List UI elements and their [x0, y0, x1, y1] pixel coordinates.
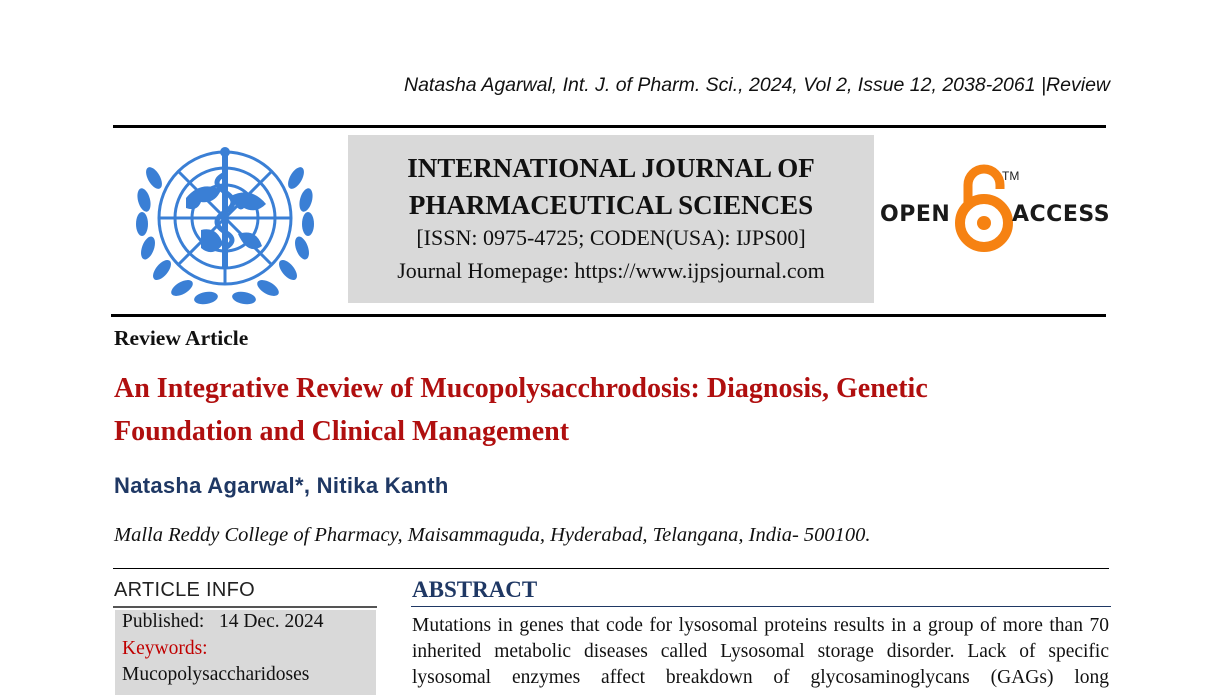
article-title-line-2: Foundation and Clinical Management: [114, 416, 570, 447]
published-date: 14 Dec. 2024: [218, 611, 324, 632]
header-rule-bottom: [111, 314, 1106, 317]
header-rule-top: [113, 125, 1106, 128]
open-access-logo: [880, 163, 1111, 255]
journal-homepage: Journal Homepage: https://www.ijpsjournal.com: [397, 258, 825, 283]
journal-emblem-logo: [126, 138, 324, 306]
journal-name-line-1: INTERNATIONAL JOURNAL OF: [407, 153, 815, 183]
published-label: Published:: [122, 611, 205, 632]
abstract-line: inherited metabolic diseases called Lysosomal storage disorder. Lack of specific: [412, 640, 1109, 662]
journal-issn: [ISSN: 0975-4725; CODEN(USA): IJPS00]: [416, 225, 806, 250]
abstract-body: [412, 613, 1109, 690]
journal-name: [348, 150, 874, 224]
abstract-rule: [411, 606, 1111, 607]
article-title-line-1: An Integrative Review of Mucopolysacchrodosis: Diagnosis, Genetic: [114, 373, 928, 404]
article-type: Review Article: [114, 326, 249, 350]
open-access-word-open: OPEN: [880, 202, 951, 227]
article-info-rule: [113, 606, 377, 608]
journal-masthead: [348, 135, 874, 303]
abstract-heading: ABSTRACT: [412, 577, 538, 602]
author-affiliation: Malla Reddy College of Pharmacy, Maisammaguda, Hyderabad, Telangana, India- 500100.: [114, 524, 871, 546]
keyword-item: Mucopolysaccharidoses: [122, 664, 310, 685]
author-list: Natasha Agarwal*, Nitika Kanth: [114, 473, 449, 498]
abstract-line: Mutations in genes that code for lysosomal proteins results in a group of more than 70: [412, 615, 1109, 636]
trademark-mark: TM: [1002, 169, 1020, 183]
journal-name-line-2: PHARMACEUTICAL SCIENCES: [408, 190, 814, 220]
published-row: [122, 611, 324, 633]
abstract-line: lysosomal enzymes affect breakdown of glycosaminoglycans (GAGs) long: [412, 666, 1109, 688]
keywords-label: Keywords:: [122, 638, 208, 659]
article-title: [114, 367, 1114, 453]
article-info-heading: ARTICLE INFO: [114, 579, 256, 601]
running-head: Natasha Agarwal, Int. J. of Pharm. Sci., 2024, Vol 2, Issue 12, 2038-2061 |Review: [404, 74, 1110, 96]
section-divider: [113, 568, 1109, 569]
open-access-word-access: ACCESS: [1012, 202, 1111, 227]
